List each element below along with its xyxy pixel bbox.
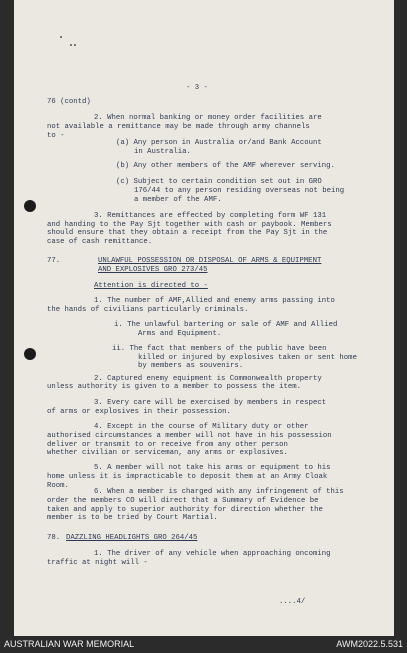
para-77-2-line: unless authority is given to a member to possess the item. [47,383,301,391]
section-77-number: 77. [47,257,61,265]
section-76-heading: 76 (contd) [47,98,91,106]
para-76-3-line: should ensure that they obtain a receipt from the Pay Sjt in the [47,229,328,237]
item-ii-line: ii. The fact that members of the public have been [112,345,327,353]
para-77-5-line: 5. A member will not take his arms or equipment to his [94,464,331,472]
section-77-title: UNLAWFUL POSSESSION OR DISPOSAL OF ARMS & EQUIPMENT [98,257,322,265]
section-78-number: 78. [47,534,61,542]
para-76-3-line: case of cash remittance. [47,238,153,246]
para-77-2-line: 2. Captured enemy equipment is Commonwealth property [94,375,322,383]
section-77-title: AND EXPLOSIVES GRO 273/45 [98,266,208,274]
footer-institution: AUSTRALIAN WAR MEMORIAL [4,639,135,649]
para-77-4-line: 4. Except in the course of Military duty or other [94,423,309,431]
page-number: - 3 - [186,84,208,92]
para-77-5-line: Room. [47,482,69,490]
para-77-6-line: taken and apply to superior authority for direction whether the [47,506,323,514]
para-78-1-line: traffic at night will - [47,559,148,567]
para-77-5-line: home unless it is impracticable to deposit them at an Army Cloak [47,473,328,481]
para-77-6-line: member is to be tried by Court Martial. [47,514,218,522]
para-77-3-line: of arms or explosives in their possession. [47,408,231,416]
para-77-4-line: whether civilian or serviceman, any arms or explosives. [47,449,288,457]
typed-text [14,0,394,636]
para-77-4-line: deliver or transmit to or receive from any other person [47,441,288,449]
para-76-3-line: and handing to the Pay Sjt together with cash or paybook. Members [47,221,332,229]
archive-footer [0,636,407,653]
item-b: (b) Any other members of the AMF wherever serving. [116,162,335,170]
para-77-3-line: 3. Every care will be exercised by members in respect [94,399,327,407]
item-i-line: Arms and Equipment. [138,330,222,338]
footer-accession-number: AWM2022.5.531 [336,639,403,649]
para-77-6-line: order the members CO will direct that a Summary of Evidence be [47,497,319,505]
item-i-line: i. The unlawful bartering or sale of AMF and Allied [114,321,338,329]
item-c-line: a member of the AMF. [134,196,222,204]
continuation-marker: ....4/ [279,598,306,606]
para-77-1-line: 1. The number of AMF,Allied and enemy arms passing into [94,297,335,305]
para-78-1-line: 1. The driver of any vehicle when approaching oncoming [94,550,331,558]
item-ii-line: killed or injured by explosives taken or sent home [138,354,357,362]
para-76-2-line: to - [47,132,65,140]
item-a-line: (a) Any person in Australia or/and Bank Account [116,139,322,147]
item-c-line: 176/44 to any person residing overseas not being [134,187,345,195]
para-76-2-line: not available a remittance may be made through army channels [47,123,310,131]
document-page [14,0,394,636]
item-c-line: (c) Subject to certain condition set out in GRO [116,178,322,186]
section-78-title: DAZZLING HEADLIGHTS GRO 264/45 [66,534,198,542]
para-76-3-line: 3. Remittances are effected by completing form WF 131 [94,212,327,220]
item-a-line: in Australia. [134,148,191,156]
item-ii-line: by members as souvenirs. [138,362,244,370]
para-77-6-line: 6. When a member is charged with any infringement of this [94,488,344,496]
para-76-2-line: 2. When normal banking or money order facilities are [94,114,322,122]
para-77-4-line: authorised circumstances a member will not have in his possession [47,432,332,440]
attention-line: Attention is directed to - [94,282,208,290]
para-77-1-line: the hands of civilians particularly criminals. [47,306,249,314]
